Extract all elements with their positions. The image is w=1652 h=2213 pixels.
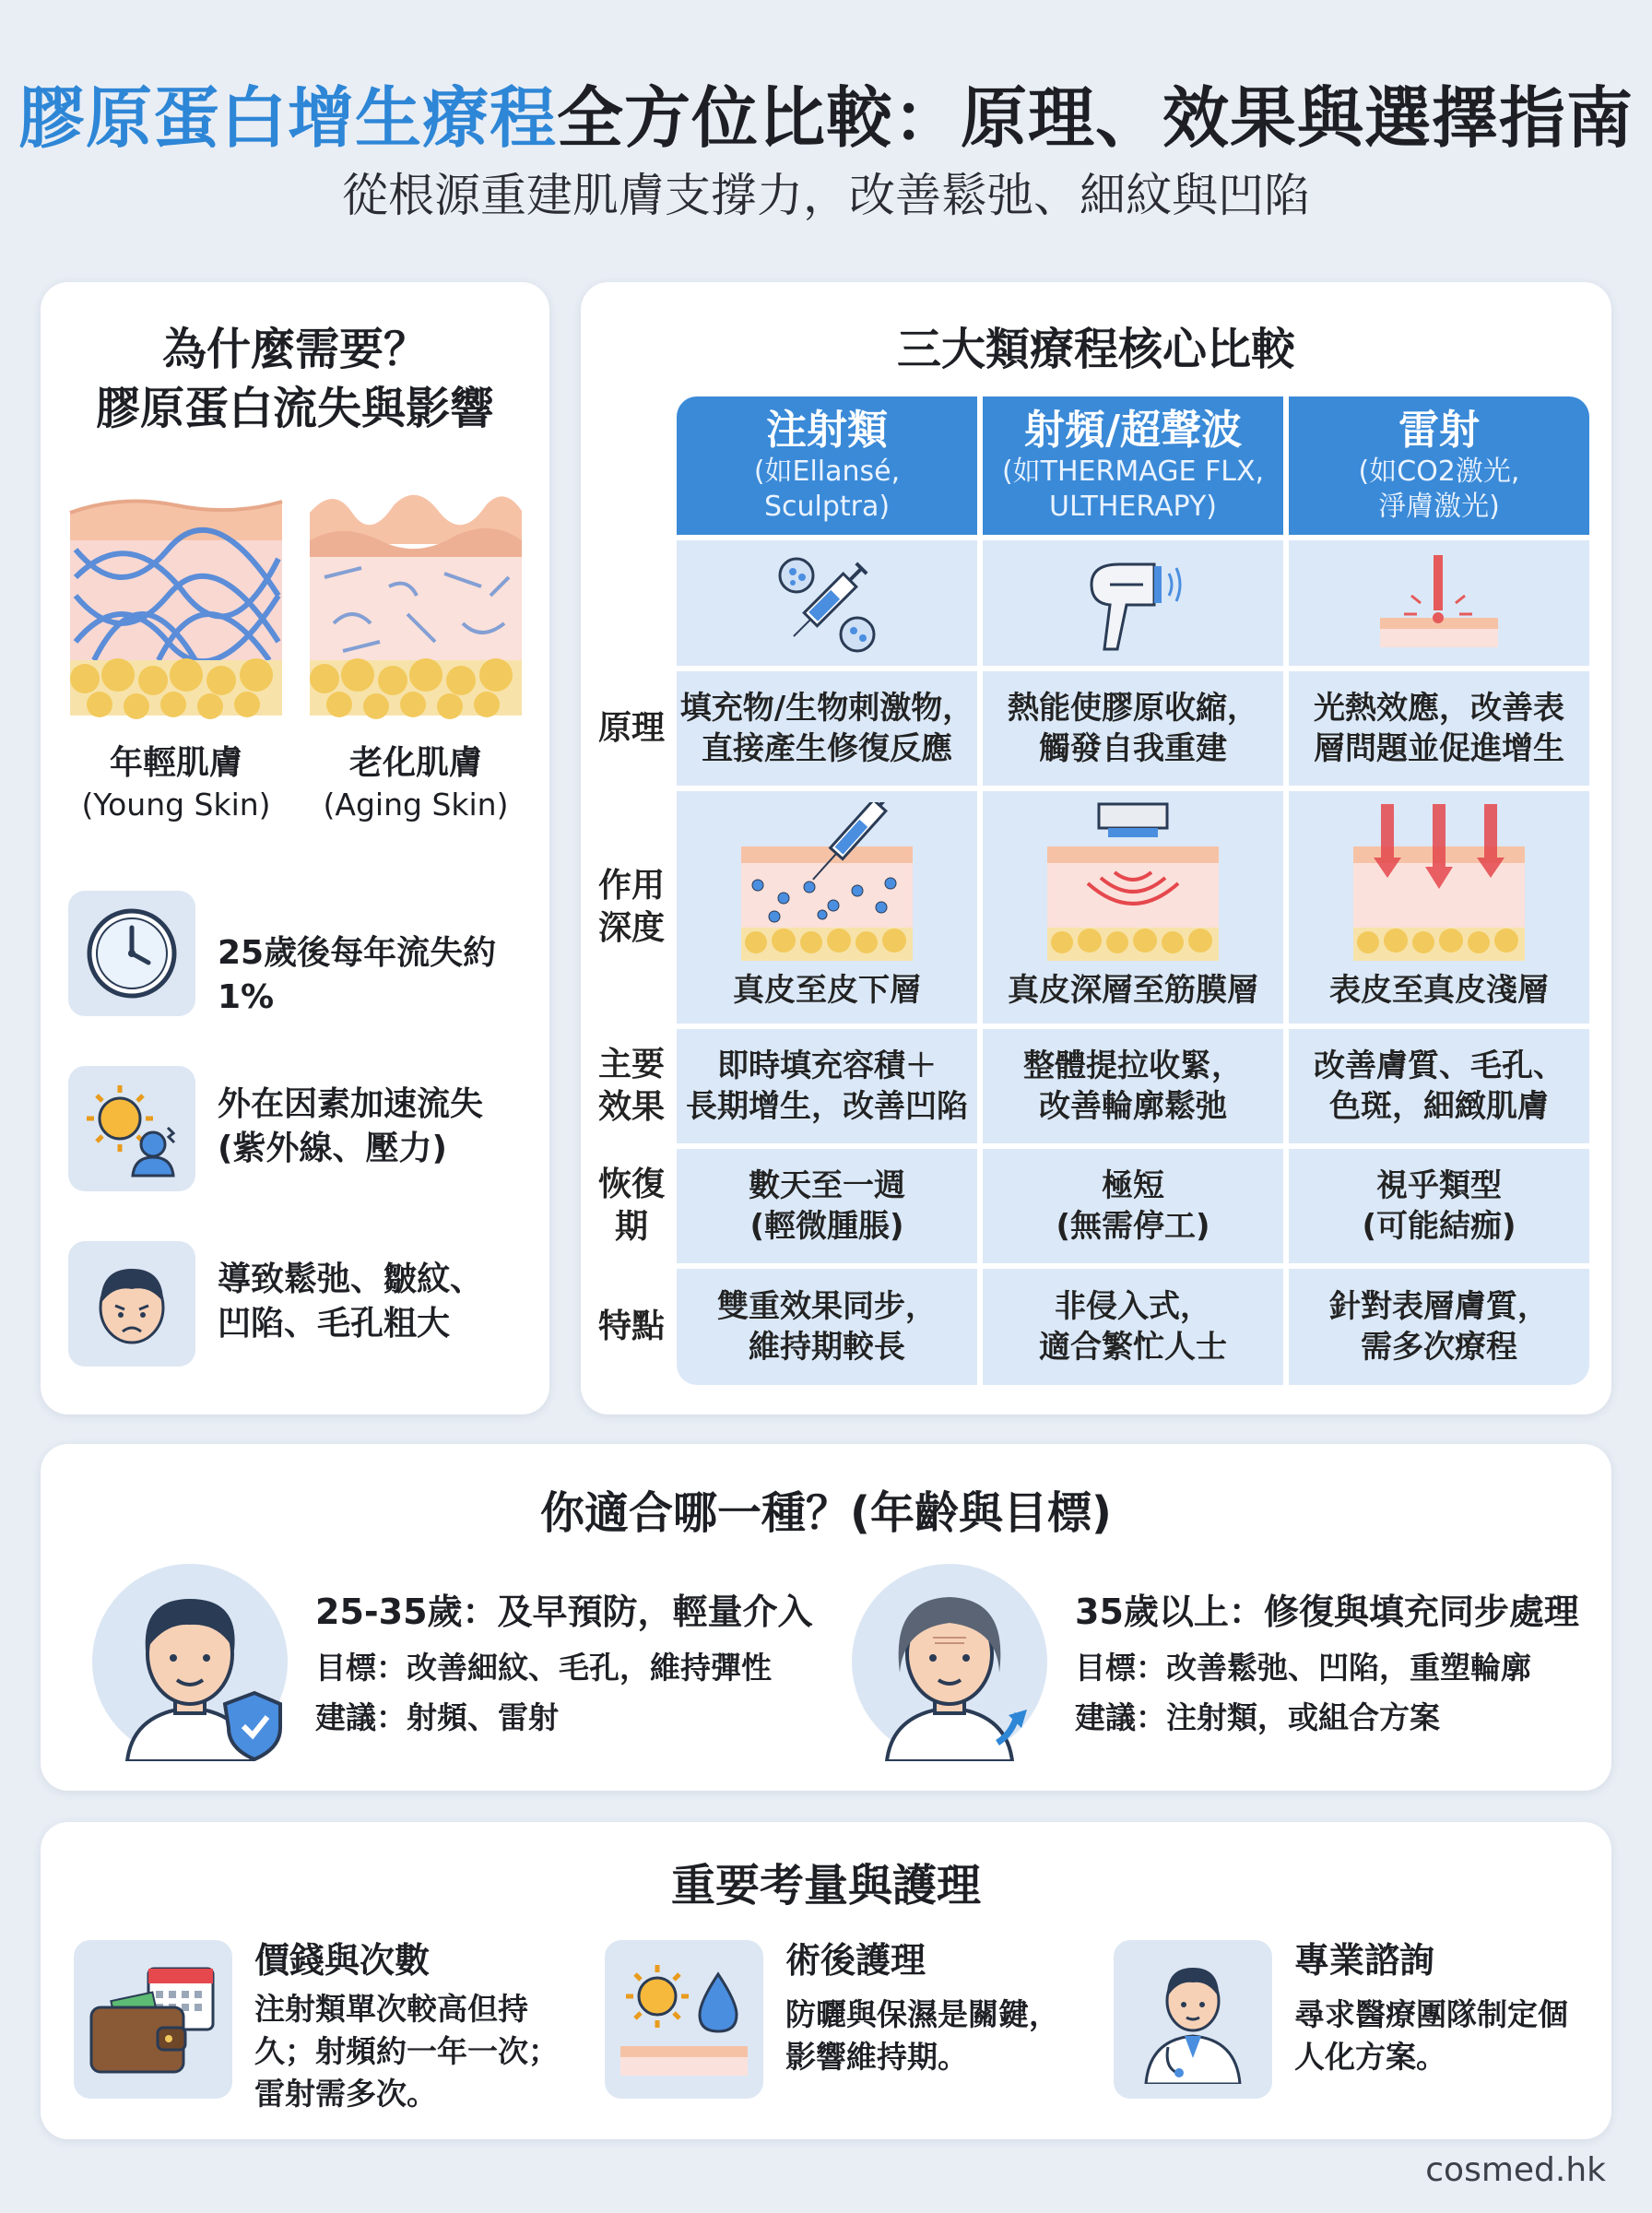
cell-icon-injection xyxy=(677,540,977,666)
col-header-rf xyxy=(983,396,1283,535)
rf-depth-illustration xyxy=(1044,802,1222,964)
fact-2-text: 外在因素加速流失 (紫外線、壓力) xyxy=(218,1085,484,1167)
site-footer[interactable]: cosmed.hk xyxy=(1425,2151,1606,2189)
group-young-title: 25-35歲：及早預防，輕量介入 xyxy=(315,1592,813,1632)
device-icon xyxy=(1073,548,1193,658)
cell-recovery-rf: 極短 (無需停工) xyxy=(983,1149,1283,1263)
care-after-title: 術後護理 xyxy=(785,1940,926,1981)
col-laser-sub1: (如CO2激光, xyxy=(1358,456,1520,488)
sad-face-icon xyxy=(68,1241,195,1367)
title-rest: 全方位比較：原理、效果與選擇指南 xyxy=(557,79,1634,157)
sun-water-icon xyxy=(605,1940,763,2099)
aging-skin-label-en: (Aging Skin) xyxy=(323,787,509,822)
col-header-injection xyxy=(677,396,977,535)
col-laser-name: 雷射 xyxy=(1398,407,1480,454)
aging-skin-label: 老化肌膚 xyxy=(348,744,482,782)
col-injection-name: 注射類 xyxy=(766,407,888,454)
col-laser-sub2: 淨膚激光) xyxy=(1378,491,1500,523)
cell-feature-laser: 針對表層膚質， 需多次療程 xyxy=(1289,1269,1589,1385)
doctor-icon xyxy=(1114,1940,1272,2099)
care-consult-text: 尋求醫療團隊制定個 人化方案。 xyxy=(1294,1996,1568,2075)
laser-icon xyxy=(1375,548,1504,658)
cell-icon-laser xyxy=(1289,540,1589,666)
depth-laser-text: 表皮至真皮淺層 xyxy=(1329,972,1549,1009)
col-injection-sub1: (如Ellansé, xyxy=(753,456,901,488)
col-header-laser xyxy=(1289,396,1589,535)
aging-skin-illustration xyxy=(306,485,525,721)
cell-principle-rf: 熱能使膠原收縮， 觸發自我重建 xyxy=(983,671,1283,786)
title-highlight: 膠原蛋白增生療程 xyxy=(18,79,557,157)
cell-feature-injection: 雙重效果同步， 維持期較長 xyxy=(677,1269,977,1385)
laser-depth-illustration xyxy=(1350,802,1528,964)
suit-heading: 你適合哪一種？(年齡與目標) xyxy=(540,1487,1112,1539)
page-subtitle: 從根源重建肌膚支撐力，改善鬆弛、細紋與凹陷 xyxy=(342,169,1310,222)
syringe-icon xyxy=(767,548,887,658)
cell-feature-rf: 非侵入式， 適合繁忙人士 xyxy=(983,1269,1283,1385)
group-young-advice: 建議：射頻、雷射 xyxy=(315,1699,559,1735)
young-skin-illustration xyxy=(66,485,286,721)
young-skin-label: 年輕肌膚 xyxy=(109,744,242,782)
page-title xyxy=(0,65,1652,160)
cell-icon-rf xyxy=(983,540,1283,666)
injection-depth-illustration xyxy=(738,802,916,964)
group-young-goal: 目標：改善細紋、毛孔，維持彈性 xyxy=(315,1650,772,1686)
cell-depth-injection xyxy=(677,791,977,1024)
group-mature-goal: 目標：改善鬆弛、凹陷，重塑輪廓 xyxy=(1075,1650,1531,1686)
col-rf-sub2: ULTHERAPY) xyxy=(1049,491,1217,523)
group-mature-title: 35歲以上：修復與填充同步處理 xyxy=(1075,1592,1579,1632)
care-after-text: 防曬與保濕是關鍵， 影響維持期。 xyxy=(785,1996,1059,2075)
row-label-recovery: 恢復 期 xyxy=(597,1166,665,1246)
depth-rf-text: 真皮深層至筋膜層 xyxy=(1008,972,1258,1009)
mature-person-icon xyxy=(850,1562,1049,1761)
cell-principle-injection: 填充物/生物刺激物， 直接產生修復反應 xyxy=(677,671,977,786)
compare-heading: 三大類療程核心比較 xyxy=(896,324,1295,375)
row-label-effect: 主要 效果 xyxy=(597,1046,665,1126)
cell-recovery-laser: 視乎類型 (可能結痂) xyxy=(1289,1149,1589,1263)
fact-1-text: 25歲後每年流失約1% xyxy=(218,934,497,1016)
young-skin-label-en: (Young Skin) xyxy=(81,787,271,822)
depth-injection-text: 真皮至皮下層 xyxy=(733,972,921,1009)
care-consult-title: 專業諮詢 xyxy=(1294,1940,1435,1981)
care-price-text: 注射類單次較高但持 久；射頻約一年一次； 雷射需多次。 xyxy=(254,1991,559,2112)
cell-depth-rf xyxy=(983,791,1283,1024)
row-label-depth: 作用 深度 xyxy=(597,867,665,947)
sun-stress-icon xyxy=(68,1066,195,1191)
cell-principle-laser: 光熱效應，改善表 層問題並促進增生 xyxy=(1289,671,1589,786)
care-price-title: 價錢與次數 xyxy=(254,1940,431,1981)
row-label-feature: 特點 xyxy=(597,1308,665,1345)
cell-effect-rf: 整體提拉收緊， 改善輪廓鬆弛 xyxy=(983,1029,1283,1143)
clock-icon xyxy=(68,891,195,1016)
row-label-principle: 原理 xyxy=(597,709,665,747)
col-injection-sub2: Sculptra) xyxy=(763,491,891,523)
cell-recovery-injection: 數天至一週 (輕微腫脹) xyxy=(677,1149,977,1263)
group-mature-advice: 建議：注射類，或組合方案 xyxy=(1075,1699,1440,1735)
why-heading-1: 為什麼需要？ xyxy=(161,324,428,375)
fact-3-text: 導致鬆弛、皺紋、 凹陷、毛孔粗大 xyxy=(218,1260,484,1343)
wallet-calendar-icon xyxy=(74,1940,232,2099)
col-rf-sub1: (如THERMAGE FLX, xyxy=(1001,456,1265,488)
young-person-icon xyxy=(90,1562,289,1761)
cell-effect-laser: 改善膚質、毛孔、 色斑，細緻肌膚 xyxy=(1289,1029,1589,1143)
care-heading: 重要考量與護理 xyxy=(670,1860,981,1911)
cell-depth-laser xyxy=(1289,791,1589,1024)
why-heading-2: 膠原蛋白流失與影響 xyxy=(95,383,494,434)
col-rf-name: 射頻/超聲波 xyxy=(1023,407,1243,454)
cell-effect-injection: 即時填充容積＋ 長期增生，改善凹陷 xyxy=(677,1029,977,1143)
